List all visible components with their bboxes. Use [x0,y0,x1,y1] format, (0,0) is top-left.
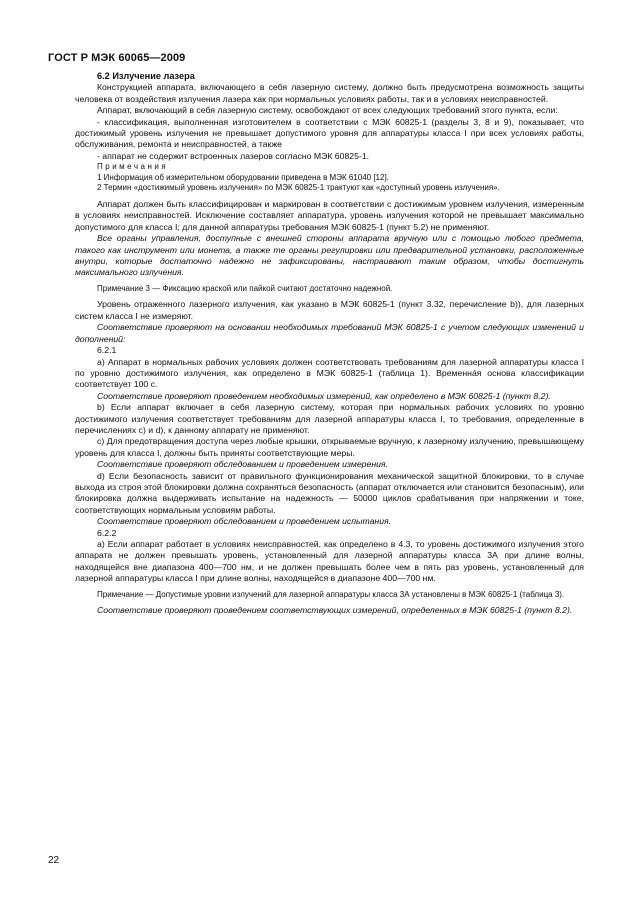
note-item: 2 Термин «достижимый уровень излучения» по МЭК 60825-1 трактуют как «доступный уровень излучения». [97,183,500,193]
paragraph-italic: Все органы управления, доступные с внешней стороны аппарата вручную или с помощью любого предмета, такого как инструмент или монета, а также те органы регулировки или предварительной установки, расположенные внутри, которые достаточно надежно не зафиксированы, настраивают таким образом, чтобы достигнуть максимального излучения. [75,233,584,278]
paragraph: c) Для предотвращения доступа через любые крышки, открываемые вручную, к лазерному излучению, превышающему уровень для класса I, должны быть приняты соответствующие меры. [75,436,584,458]
compliance-statement: Соответствие проверяют на основании необходимых требований МЭК 60825-1 с учетом следующих изменений и дополнений: [75,322,584,344]
clause-number: 6.2.1 [97,345,117,356]
paragraph: Аппарат должен быть классифицирован и маркирован в соответствии с достижимым уровнем излучения, измеренным в условиях неисправностей. Исключение составляет аппаратура, уровень излучения которой не превышает максимально допустимого для класса I; для данной аппаратуры требования МЭК 60825-1 (пункт 5.2) не применяют. [75,199,584,232]
paragraph: d) Если безопасность зависит от правильного функционирования механической защитной блокировки, то в случае выхода из строя этой блокировки должна сохраняться безопасность (аппарат отключается или становится безопасным), или блокировка должна выдерживать испытание на надежность — 50000 циклов срабатывания при напряжении и токе, соответствующих нормальным условиям работы. [75,470,584,515]
compliance-statement: Соответствие проверяют обследованием и проведением измерения. [97,459,388,470]
note-item: Примечание 3 — Фиксацию краской или пайкой считают достаточно надежной. [97,283,393,293]
list-item: - аппарат не содержит встроенных лазеров согласно МЭК 60825-1. [97,150,370,161]
clause-number: 6.2.2 [97,527,117,538]
compliance-statement: Соответствие проверяют обследованием и проведением испытания. [97,516,392,527]
paragraph: Уровень отраженного лазерного излучения, как указано в МЭК 60825-1 (пункт 3.32, перечисление b)), для лазерных систем класса I не измеряют. [75,299,584,321]
paragraph: а) Если аппарат работает в условиях неисправностей, как определено в 4.3, то уровень достижимого излучения этого аппарата не должен превышать уровень, установленный для лазерной аппаратуры класса 3А при длине волны, находящейся вне диапазона 400—700 нм, и не должен превышать более чем в пять раз уровень, установленный для лазерной аппаратуры класса I при длине волны, находящейся в диапазоне 400—700 нм. [75,539,584,584]
paragraph: Аппарат, включающий в себя лазерную систему, освобождают от всех следующих требований этого пункта, если: [97,105,558,116]
section-heading: 6.2 Излучение лазера [97,71,195,81]
paragraph: b) Если аппарат включает в себя лазерную систему, которая при нормальных рабочих условиях по уровню достижимого излучения соответствует требованиям для лазерной аппаратуры класса I, то требования, определенные в перечислениях c) и d), к данному аппарату не применяют. [75,402,584,435]
note-item: 1 Информация об измерительном оборудовании приведена в МЭК 61040 [12]. [97,172,389,182]
paragraph: Конструкцией аппарата, включающего в себя лазерную систему, должно быть предусмотрена возможность защиты человека от воздействия излучения лазера как при нормальных условиях работы, так и в условиях неисправностей. [75,82,584,104]
notes-heading: Примечания [97,162,169,172]
document-body [75,71,584,617]
page-number: 22 [48,855,60,866]
paragraph: а) Аппарат в нормальных рабочих условиях должен соответствовать требованиям для лазерной аппаратуры класса I по уровню достижимого излучения, как определено в МЭК 60825-1 (таблица 1). Временнáя основа классификации соответствует 100 с. [75,356,584,390]
note-item: Примечание — Допустимые уровни излучений для лазерной аппаратуры класса 3А установлены в МЭК 60825-1 (таблица 3). [97,589,565,599]
document-header: ГОСТ Р МЭК 60065—2009 [48,52,186,64]
compliance-statement: Соответствие проверяют проведением соответствующих измерений, определенных в МЭК 60825-1 (пункт 8.2). [97,605,573,616]
list-item: - классификация, выполненная изготовителем в соответствии с МЭК 60825-1 (разделы 3, 8 и 9), показывает, что достижимый уровень излучения не превышает допустимого уровня для аппаратуры класса I при всех условиях работы, обслуживания, ремонта и неисправностей, а также [75,116,584,150]
compliance-statement: Соответствие проверяют проведением необходимых измерений, как определено в МЭК 60825-1 (пункт 8.2). [97,390,551,401]
